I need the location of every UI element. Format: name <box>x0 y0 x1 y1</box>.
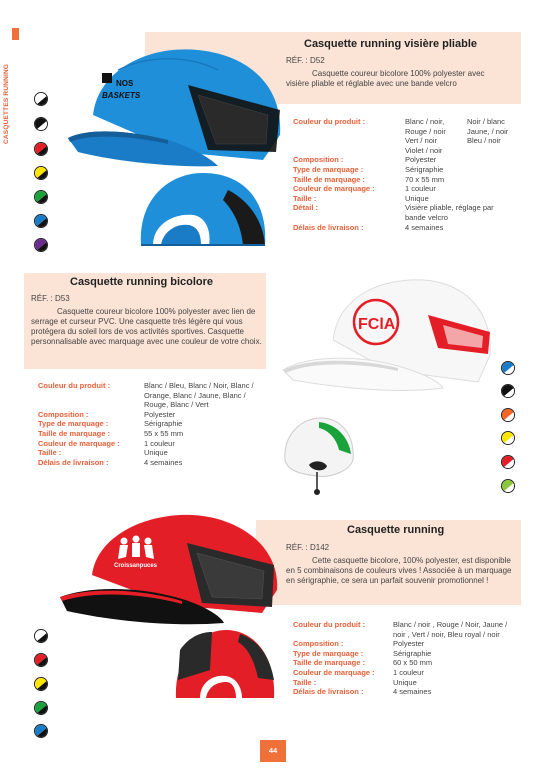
side-accent-tab <box>12 28 19 40</box>
color-swatch[interactable] <box>501 361 515 375</box>
color-swatch[interactable] <box>501 479 515 493</box>
product-ref: RÉF. : D53 <box>31 294 70 303</box>
color-swatch[interactable] <box>34 166 48 180</box>
white-cap-front-image <box>278 270 500 402</box>
blue-cap-back-image <box>133 165 273 257</box>
product-description: Casquette coureur bicolore 100% polyester avec visière pliable et réglable avec une bande velcro <box>286 69 485 88</box>
color-swatch[interactable] <box>34 117 48 131</box>
color-swatch[interactable] <box>34 724 48 738</box>
page-number: 44 <box>260 740 286 762</box>
red-cap-front-image <box>52 505 284 631</box>
product-description: Cette casquette bicolore, 100% polyester, est disponible en 5 combinaisons de couleurs vives ! Associée à un marquage en sérigraphie, ce sera un parfait souvenir promotionnel ! <box>286 556 512 585</box>
color-swatch[interactable] <box>34 677 48 691</box>
product-spec-table: Couleur du produit : Blanc / noir , Rouge / Noir, Jaune / noir , Vert / noir, Bleu royal / noir Composition : Polyester Type de marquage : Sérigraphie Taille de marquage : 60 x 50 mm Couleur de marquage : 1 couleur Taille : Unique Délais de livraison : 4 semaines <box>293 620 508 697</box>
color-swatch[interactable] <box>34 214 48 228</box>
color-swatch[interactable] <box>501 455 515 469</box>
color-swatch[interactable] <box>34 92 48 106</box>
svg-text:Croissanpuces: Croissanpuces <box>114 563 158 569</box>
color-swatch[interactable] <box>501 384 515 398</box>
color-swatch[interactable] <box>34 238 48 252</box>
red-cap-back-image <box>170 620 280 708</box>
cap-logo <box>114 536 158 570</box>
product-description: Casquette coureur bicolore 100% polyester avec lien de serrage et curseur PVC. Une casquette très légère qui vous protégera du soleil lors de vos activités sportives. Casquette personnalisable avec marquage avec une couleur de votre choix. <box>31 307 262 346</box>
product-ref: RÉF. : D142 <box>286 543 330 552</box>
color-swatch[interactable] <box>34 190 48 204</box>
svg-text:FClA: FClA <box>358 316 396 333</box>
color-swatch[interactable] <box>34 142 48 156</box>
svg-text:NOS: NOS <box>116 79 134 88</box>
product-title: Casquette running <box>347 524 445 536</box>
product-title: Casquette running visière pliable <box>304 38 477 50</box>
product-spec-table: Couleur du produit : Blanc / noir, Rouge / noir Vert / noir Violet / noir Noir / blanc Jaune, / noir Bleu / noir Composition : Polyester Type de marquage : Sérigraphie Taille de marquage : 70 x 55 mm Couleur de marquage : 1 couleur Taille : Unique Détail : Visière pliable, réglage par bande velcro Délais de livraison : 4 semaines <box>293 117 509 232</box>
color-swatch[interactable] <box>501 408 515 422</box>
product-title: Casquette running bicolore <box>70 276 214 288</box>
white-cap-folded-image <box>279 410 359 498</box>
product-ref: RÉF. : D52 <box>286 56 325 65</box>
section-label: CASQUETTES RUNNING <box>3 63 10 144</box>
color-swatch[interactable] <box>34 653 48 667</box>
product-spec-table: Couleur du produit : Blanc / Bleu, Blanc / Noir, Blanc / Orange, Blanc / Jaune, Blanc / Rouge, Blanc / Vert Composition : Polyester Type de marquage : Sérigraphie Taille de marquage : 55 x 55 mm Couleur de marquage : 1 couleur Taille : Unique Délais de livraison : 4 semaines <box>38 381 254 467</box>
svg-text:BASKETS: BASKETS <box>102 91 141 100</box>
blue-cap-front-image <box>58 40 288 175</box>
color-swatch[interactable] <box>34 701 48 715</box>
color-swatch[interactable] <box>34 629 48 643</box>
color-swatch[interactable] <box>501 431 515 445</box>
